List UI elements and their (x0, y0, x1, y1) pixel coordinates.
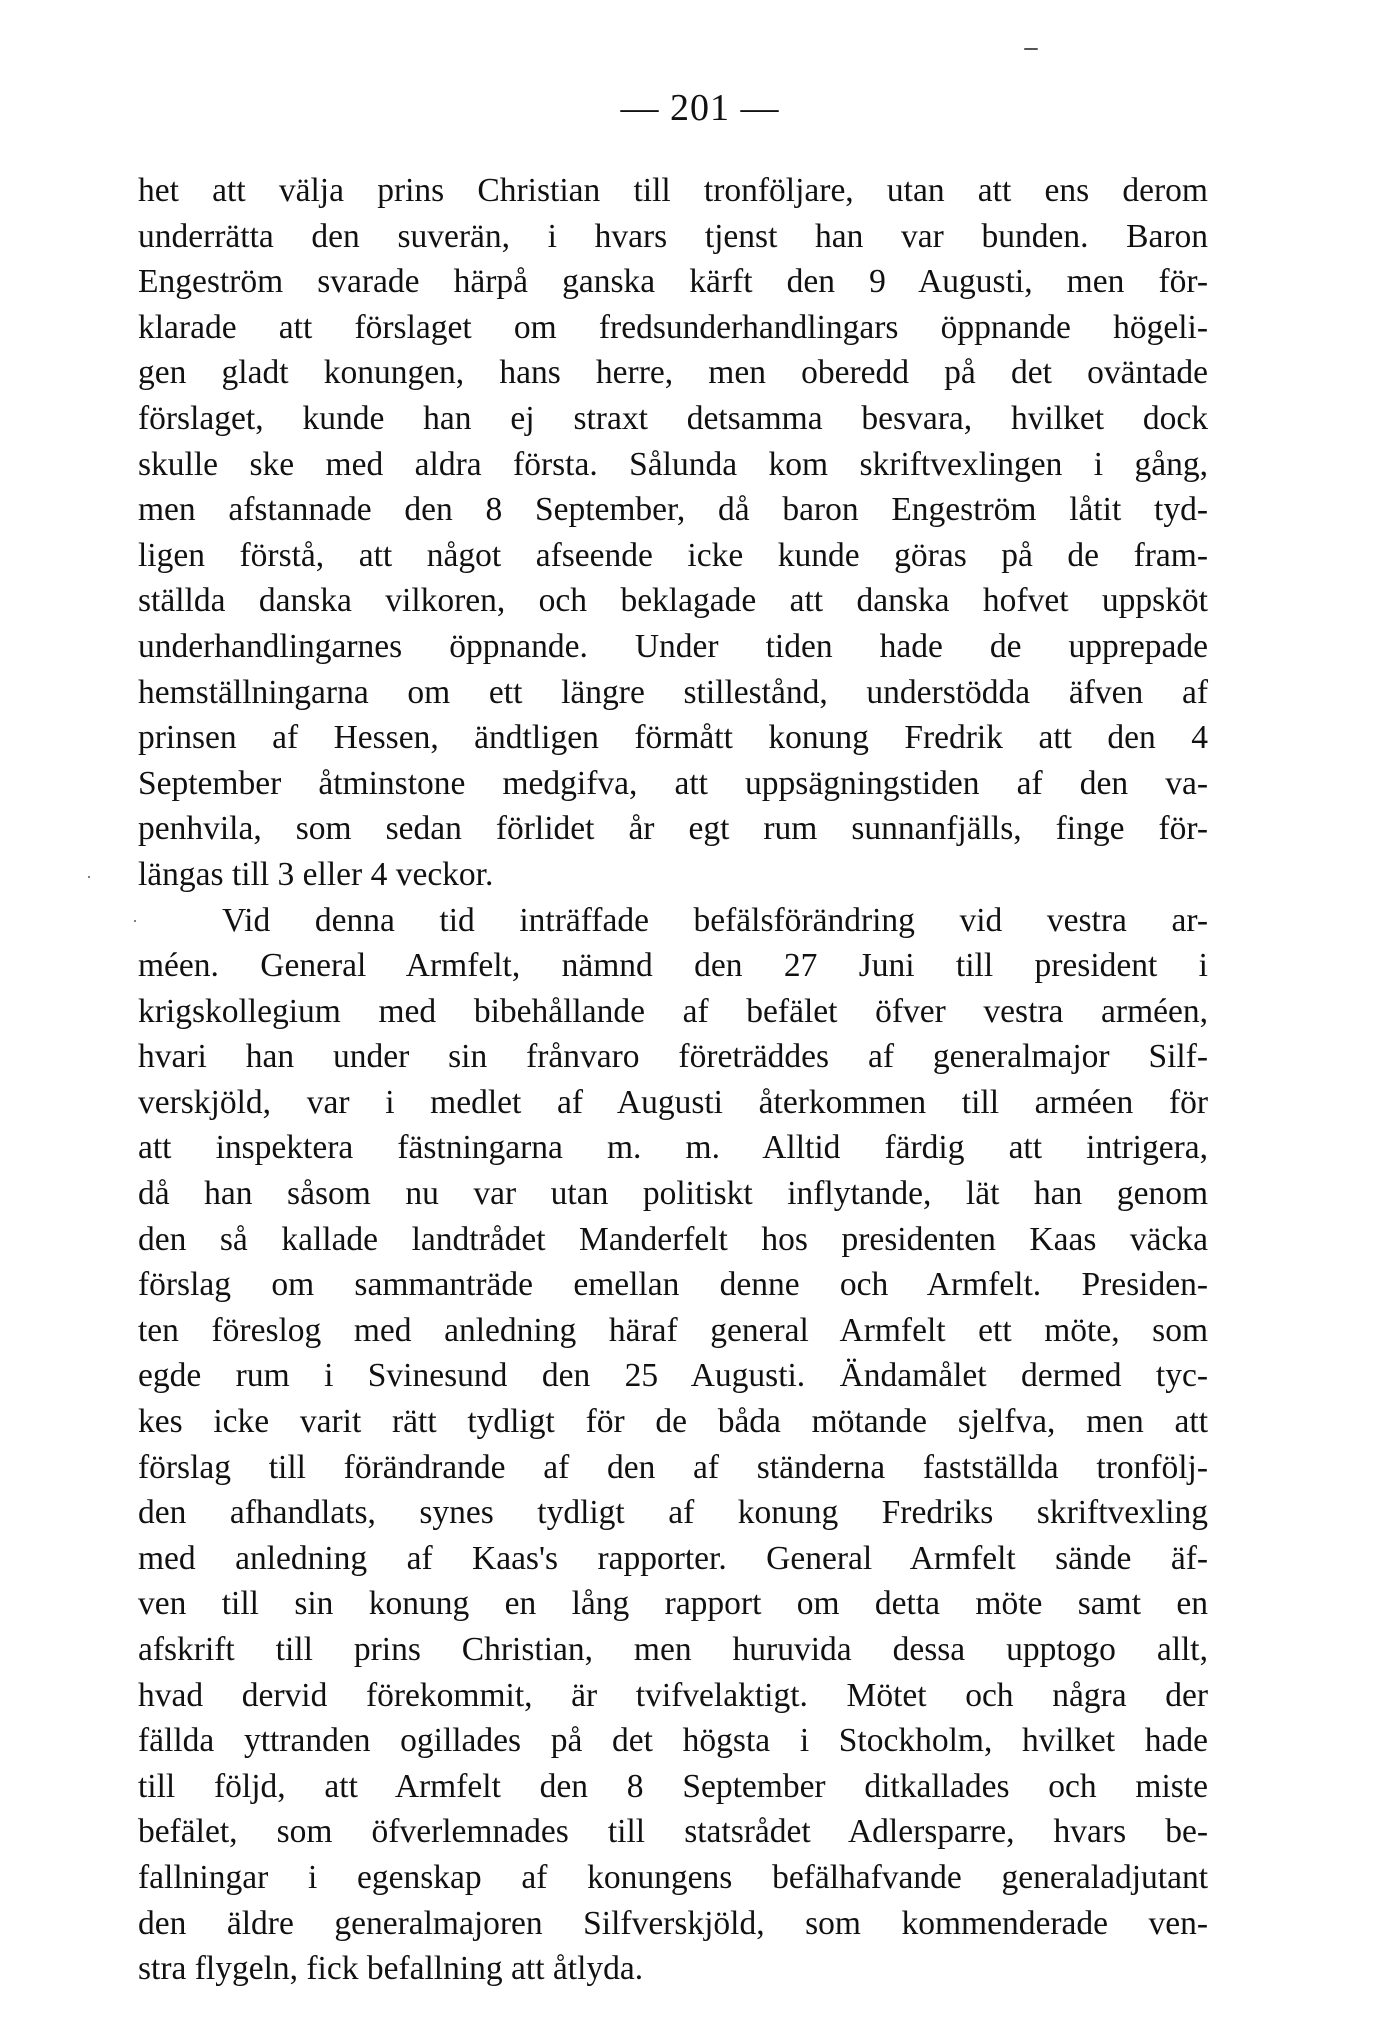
scan-mark (1024, 48, 1038, 50)
text-line: verskjöld, var i medlet af Augusti återkommen till arméen för (138, 1083, 1208, 1121)
text-line: den äldre generalmajoren Silfverskjöld, som kommenderade ven- (138, 1904, 1208, 1942)
text-line: ten föreslog med anledning häraf general Armfelt ett möte, som (138, 1311, 1208, 1349)
text-line: hvari han under sin frånvaro företräddes af generalmajor Silf- (138, 1038, 1208, 1076)
scan-speck (88, 876, 90, 878)
text-line: den så kallade landtrådet Manderfelt hos presidenten Kaas väcka (138, 1220, 1208, 1258)
text-line: underhandlingarnes öppnande. Under tiden hade de upprepade (138, 627, 1208, 665)
text-line: men afstannade den 8 September, då baron Engeström låtit tyd- (138, 491, 1208, 529)
text-line: penhvila, som sedan förlidet år egt rum sunnanfjälls, finge för- (138, 810, 1208, 848)
text-line: befälet, som öfverlemnades till statsrådet Adlersparre, hvars be- (138, 1813, 1208, 1851)
scan-speck (134, 920, 136, 922)
text-line: afskrift till prins Christian, men huruvida dessa upptogo allt, (138, 1631, 1208, 1668)
text-line: fallningar i egenskap af konungens befälhafvande generaladjutant (138, 1858, 1208, 1896)
text-line: het att välja prins Christian till tronföljare, utan att ens derom (138, 172, 1208, 209)
text-line: då han såsom nu var utan politiskt inflytande, lät han genom (138, 1175, 1208, 1213)
text-line: Vid denna tid inträffade befälsförändring vid vestra ar- (222, 901, 1208, 939)
text-line: förslag till förändrande af den af ständerna fastställda tronfölj- (138, 1448, 1208, 1486)
text-line: hemställningarna om ett längre stillestånd, understödda äfven af (138, 673, 1208, 711)
paragraph (138, 898, 1208, 1992)
text-line: September åtminstone medgifva, att uppsägningstiden af den va- (138, 764, 1208, 802)
text-line: till följd, att Armfelt den 8 September ditkallades och miste (138, 1767, 1208, 1805)
text-line: den afhandlats, synes tydligt af konung Fredriks skriftvexling (138, 1494, 1208, 1532)
text-line: klarade att förslaget om fredsunderhandlingars öppnande högeli- (138, 308, 1208, 346)
text-line: förslag om sammanträde emellan denne och Armfelt. Presiden- (138, 1266, 1208, 1304)
text-line: skulle ske med aldra första. Sålunda kom skriftvexlingen i gång, (138, 445, 1208, 483)
text-line: underrätta den suverän, i hvars tjenst han var bunden. Baron (138, 217, 1208, 255)
text-line: stra flygeln, fick befallning att åtlyda. (138, 1950, 644, 1988)
text-line: prinsen af Hessen, ändtligen förmått konung Fredrik att den 4 (138, 719, 1208, 757)
text-line: hvad dervid förekommit, är tvifvelaktigt. Mötet och några der (138, 1676, 1208, 1714)
text-line: med anledning af Kaas's rapporter. General Armfelt sände äf- (138, 1539, 1208, 1577)
page-number: — 201 — (620, 87, 780, 129)
text-line: egde rum i Svinesund den 25 Augusti. Ändamålet dermed tyc- (138, 1357, 1208, 1395)
text-line: ligen förstå, att något afseende icke kunde göras på de fram- (138, 536, 1208, 574)
body-text (138, 168, 1208, 1992)
text-line: gen gladt konungen, hans herre, men oberedd på det oväntade (138, 354, 1208, 392)
text-line: Engeström svarade härpå ganska kärft den 9 Augusti, men för- (138, 263, 1208, 301)
text-line: kes icke varit rätt tydligt för de båda mötande sjelfva, men att (138, 1403, 1208, 1441)
text-line: fällda yttranden ogillades på det högsta i Stockholm, hvilket hade (138, 1722, 1208, 1760)
text-line: att inspektera fästningarna m. m. Alltid färdig att intrigera, (138, 1129, 1208, 1167)
text-line: längas till 3 eller 4 veckor. (138, 855, 494, 893)
text-line: förslaget, kunde han ej straxt detsamma besvara, hvilket dock (138, 399, 1208, 437)
text-line: méen. General Armfelt, nämnd den 27 Juni till president i (138, 947, 1208, 985)
text-line: krigskollegium med bibehållande af befälet öfver vestra arméen, (138, 992, 1208, 1030)
text-line: ven till sin konung en lång rapport om detta möte samt en (138, 1585, 1208, 1623)
paragraph (138, 168, 1208, 898)
text-line: ställda danska vilkoren, och beklagade att danska hofvet uppsköt (138, 582, 1208, 620)
